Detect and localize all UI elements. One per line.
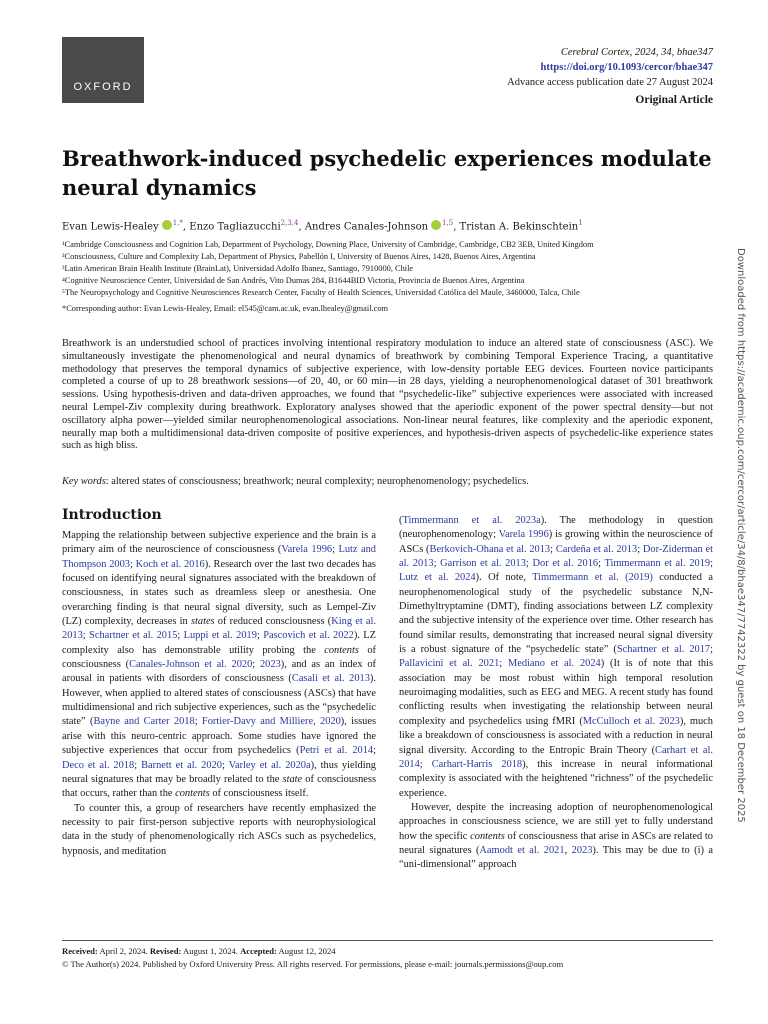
citation-link[interactable]: Koch et al. 2016 [135, 558, 205, 570]
paragraph: However, despite the increasing adoption of neurophenomenological approaches in consciousness science, we are still yet to fully understand how the specific contents of consciousness that arise in ASCs are related to neural signatures (Aamodt et al. 2021, 2023). This may be due to (i) a “uni-dimensional” approach [399, 801, 713, 871]
keywords [62, 475, 713, 488]
corresponding-author: *Corresponding author: Evan Lewis-Healey, Email: el545@cam.ac.uk, evan.lhealey@gmail.com [62, 304, 389, 313]
logo-text: OXFORD [73, 81, 133, 93]
citation-link[interactable]: Varela 1996 [498, 529, 549, 541]
citation-link[interactable]: Schartner et al. 2015 [89, 630, 178, 642]
author-affil-sup: 1,* [172, 219, 183, 227]
author-name[interactable]: Evan Lewis-Healey [62, 221, 159, 233]
citation-link[interactable]: Lutz and Thompson 2003 [62, 544, 376, 570]
keywords-label: Key words [62, 476, 106, 487]
citation-link[interactable]: Timmermann et al. 2023a [402, 515, 541, 526]
affiliation-item: ⁴Cognitive Neuroscience Center, Universidad de San Andrés, Vito Dumas 284, B1644BID Victoria, Provincia de Buenos Aires, Argentina [62, 276, 525, 285]
citation-link[interactable]: Aamodt et al. 2021 [479, 844, 565, 856]
citation-link[interactable]: Cardeña et al. 2013 [555, 543, 638, 555]
journal-citation: Cerebral Cortex, 2024, 34, bhae347 [560, 47, 713, 58]
emphasis: contents [324, 644, 359, 656]
citation-link[interactable]: Lutz et al. 2024 [399, 572, 476, 584]
right-column [399, 514, 713, 873]
citation-link[interactable]: King et al. 2013 [62, 616, 377, 642]
citation-link[interactable]: McCulloch et al. 2023 [582, 715, 680, 727]
citation-link[interactable]: Dor et al. 2016 [532, 558, 599, 570]
article-meta [507, 45, 713, 108]
abstract: Breathwork is an understudied school of practices involving intentional respiratory modulation to induce an altered state of consciousness (ASC). We simultaneously investigate the phenomenological and neural dynamics of breathwork by combining Temporal Experience Tracing, a quantitative methodology that preserves the temporal dynamics of subjective experience, with low-density portable EEG devices. Fourteen novice participants completed a course of up to 28 breathwork sessions—of 20, 40, or 60 min—in 28 days, yielding a neurophenomenological dataset of 301 breathwork sessions. Using hypothesis-driven and data-driven approaches, we found that “psychedelic-like” subjective experiences were associated with increased neural Lempel-Ziv complexity during breathwork. Exploratory analyses showed that the aperiodic exponent of the power spectral density—but not oscillatory alpha power—yielded similar neurophenomenological associations. Non-linear neural features, like complexity and the aperiodic exponent, neurally map both a multidimensional data-driven composite of positive experiences, and hypothesis-driven aspects of psychedelic-like experience states such as high bliss. [62, 338, 713, 452]
author-affil-sup: 1,5 [442, 219, 454, 227]
citation-link[interactable]: Mediano et al. 2024 [507, 658, 601, 670]
left-column [62, 529, 376, 859]
author-name[interactable]: Enzo Tagliazucchi [189, 221, 281, 233]
author-affil-sup: 1 [578, 219, 583, 227]
article-type: Original Article [635, 94, 713, 106]
paragraph: (Timmermann et al. 2023a). The methodology in question (neurophenomenology; Varela 1996) is growing within the neuroscience of ASCs (Berkovich-Ohana et al. 2013; Cardeña et al. 2013; Dor-Ziderman et al. 2013; Garrison et al. 2013; Dor et al. 2016; Timmermann et al. 2019; Lutz et al. 2024). Of note, Timmermann et al. (2019) conducted a neurophenomenological study of the psychedelic substance N,N-Dimethyltryptamine (DMT), finding associations between LZ complexity and the subjective intensity of the experience over time. Other research has found similar results, demonstrating that increased neural signal diversity is a robust signature of the “psychedelic state” (Schartner et al. 2017; Pallavicini et al. 2021; Mediano et al. 2024) (It is of note that this association may be most robust within high temporal resolution neuroimaging modalities, such as EEG and MEG. A recent study has found conflicting results when investigating the relationship between neural complexity and psychedelics using fMRI (McCulloch et al. 2023), much like a breakdown of consciousness is associated with a reduction in neural signal diversity. According to the Entropic Brain Theory (Carhart et al. 2014; Carhart-Harris 2018), this increase in neural informational complexity is associated with the heightened “richness” of the psychedelic experience. [399, 515, 714, 799]
citation-link[interactable]: Deco et al. 2018 [62, 759, 135, 771]
citation-link[interactable]: Berkovich-Ohana et al. 2013 [429, 543, 551, 555]
citation-link[interactable]: Pallavicini et al. 2021 [399, 658, 500, 670]
citation-link[interactable]: Pascovich et al. 2022 [263, 630, 354, 642]
keywords-text: : altered states of consciousness; breathwork; neural complexity; neurophenomenology; psychedelics. [105, 476, 529, 487]
history-dates: Received: April 2, 2024. Revised: August 1, 2024. Accepted: August 12, 2024 [62, 946, 336, 956]
citation-link[interactable]: Barnett et al. 2020 [141, 759, 222, 771]
citation-link[interactable]: Bayne and Carter 2018 [93, 716, 195, 728]
copyright-notice: © The Author(s) 2024. Published by Oxford University Press. All rights reserved. For permissions, please e-mail: journals.permissions@oup.com [62, 959, 564, 969]
section-heading-introduction: Introduction [62, 507, 162, 523]
citation-link[interactable]: Varley et al. 2020a [228, 759, 311, 771]
orcid-icon[interactable] [162, 220, 172, 230]
citation-link[interactable]: Luppi et al. 2019 [183, 630, 257, 642]
affiliation-item: ³Latin American Brain Health Institute (BrainLat), Universidad Adolfo Ibanez, Santiago, 7910000, Chile [62, 264, 414, 273]
paragraph: To counter this, a group of researchers have recently emphasized the necessity to pair first-person subjective reports with neurophysiological data in the study of phenomenologically rich ASCs such as psychedelics, hypnosis, and meditation [62, 802, 376, 857]
citation-link[interactable]: Varela 1996 [281, 544, 333, 556]
affiliation-item: ¹Cambridge Consciousness and Cognition Lab, Department of Psychology, Downing Place, University of Cambridge, Cambridge, CB2 3EB, United Kingdom [62, 240, 594, 249]
affiliations [62, 239, 722, 315]
doi-link[interactable]: https://doi.org/10.1093/cercor/bhae347 [540, 62, 713, 73]
citation-link[interactable]: 2023 [259, 659, 281, 671]
citation-link[interactable]: Casali et al. 2013 [291, 673, 370, 685]
author-list: Evan Lewis-Healey $^{1,*}$, Enzo Tagliazucchi$^{2,3,4}$, Andres Canales-Johnson $^{1,5}$, Tristan A. Bekinschtein$^1$ [62, 219, 583, 233]
affiliation-item: ²Consciousness, Culture and Complexity Lab, Department of Physics, Pabellón I, University of Buenos Aires, 1428, Buenos Aires, Argentina [62, 252, 536, 261]
article-footer [62, 945, 722, 971]
affiliation-item: ⁵The Neuropsychology and Cognitive Neurosciences Research Center, Faculty of Health Sciences, Universidad Católica del Maule, 3460000, Talca, Chile [62, 288, 580, 297]
citation-link[interactable]: Fortier-Davy and Milliere, 2020 [201, 716, 341, 728]
emphasis: contents [175, 788, 210, 800]
citation-link[interactable]: Petri et al. 2014 [299, 745, 374, 757]
citation-link[interactable]: Carhart et al. 2014 [399, 744, 713, 770]
author-name[interactable]: Andres Canales-Johnson [304, 221, 429, 233]
citation-link[interactable]: 2023 [571, 844, 593, 856]
orcid-icon[interactable] [431, 220, 441, 230]
footer-divider [62, 940, 713, 941]
oxford-logo [62, 37, 144, 103]
emphasis: states [190, 616, 215, 628]
citation-link[interactable]: Canales-Johnson et al. 2020 [129, 659, 253, 671]
citation-link[interactable]: Carhart-Harris 2018 [431, 758, 523, 770]
emphasis: state [282, 773, 303, 785]
paragraph: Mapping the relationship between subjective experience and the brain is a primary aim of the neuroscience of consciousness (Varela 1996; Lutz and Thompson 2003; Koch et al. 2016). Research over the last two decades has focused on identifying neural signatures associated with the breakdown of consciousness, in states such as dreamless sleep or anesthesia. One overarching finding is that neural signal diversity, such as Lempel-Ziv (LZ) complexity, decreases in states of reduced consciousness (King et al. 2013; Schartner et al. 2015; Luppi et al. 2019; Pascovich et al. 2022). LZ complexity also has demonstrable utility probing the contents of consciousness (Canales-Johnson et al. 2020; 2023), and as an index of arousal in patients with disorders of consciousness (Casali et al. 2013). However, when applied to altered states of consciousness (ASCs) that have multidimensional and rich subjective experiences, such as the “psychedelic state” (Bayne and Carter 2018; Fortier-Davy and Milliere, 2020), issues arise with this neuro-centric approach. Some studies have ignored the subjective experiences that occur from psychedelics (Petri et al. 2014; Deco et al. 2018; Barnett et al. 2020; Varley et al. 2020a), thus yielding neural signatures that may be broadly related to the state of consciousness that occurs, rather than the contents of consciousness itself. [62, 530, 377, 800]
download-watermark-text: Downloaded from https://academic.oup.com/cercor/article/34/8/bhae347/7742322 by guest on 18 December 2025 [735, 248, 746, 823]
citation-link[interactable]: Garrison et al. 2013 [440, 558, 526, 570]
emphasis: contents [470, 830, 505, 842]
download-watermark [734, 248, 748, 823]
citation-link[interactable]: Dor-Ziderman et al. 2013 [399, 543, 713, 570]
article-title: Breathwork-induced psychedelic experiences modulate neural dynamics [62, 146, 712, 200]
author-name[interactable]: Tristan A. Bekinschtein [459, 221, 579, 233]
citation-link[interactable]: Timmermann et al. (2019) [532, 572, 653, 584]
author-affil-sup: 2,3,4 [280, 219, 299, 227]
citation-link[interactable]: Schartner et al. 2017 [616, 644, 711, 656]
advance-access-date: Advance access publication date 27 August 2024 [507, 77, 713, 88]
citation-link[interactable]: Timmermann et al. 2019 [604, 558, 711, 570]
